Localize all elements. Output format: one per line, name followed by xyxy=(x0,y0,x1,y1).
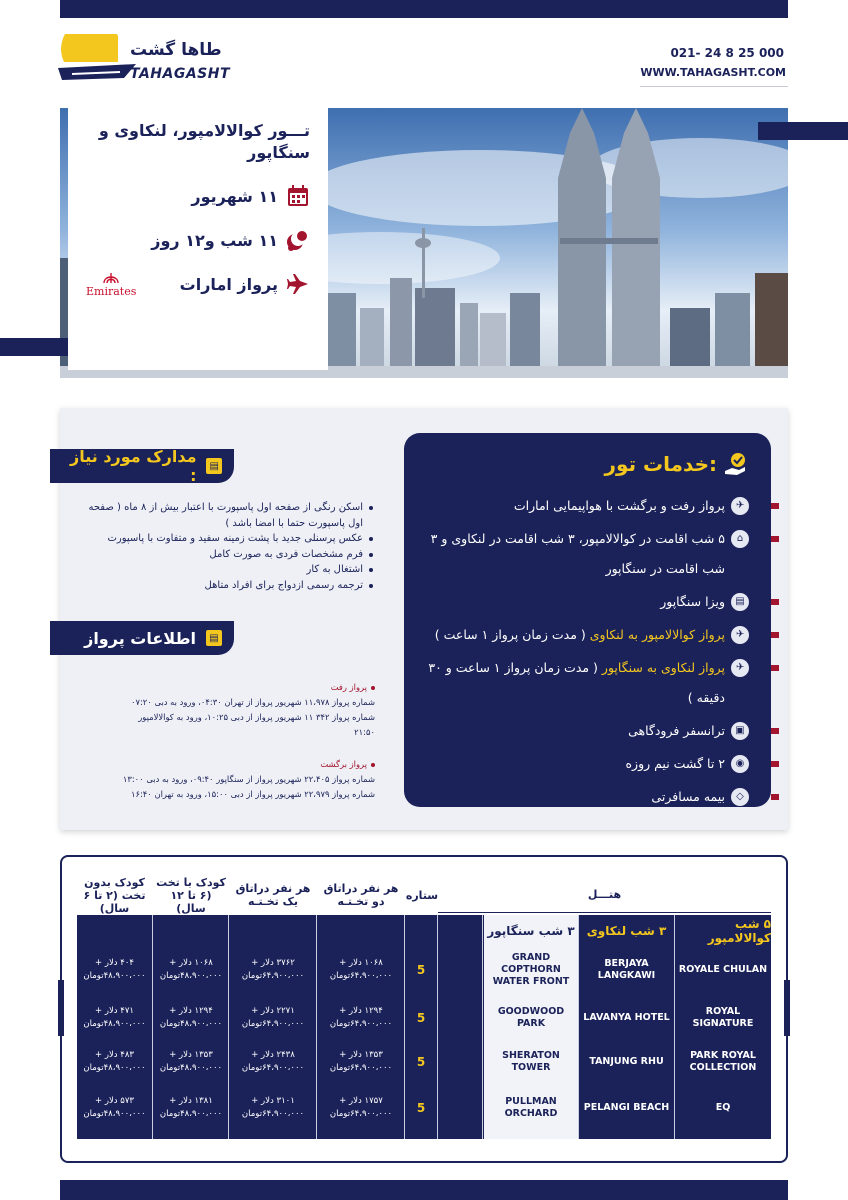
service-item xyxy=(422,491,749,521)
shield-icon: ◇ xyxy=(731,788,749,806)
price-table-body xyxy=(77,915,771,1139)
flight-info-title-tag xyxy=(50,621,234,655)
cell-price-double xyxy=(318,1039,404,1085)
service-marker xyxy=(771,599,779,605)
service-marker xyxy=(771,761,779,767)
emirates-logo-text: Emirates xyxy=(86,284,137,298)
subheader-singapore: ۳ شب سنگاپور xyxy=(484,915,578,947)
price-usd: ۴۸۳ دلار + xyxy=(95,1050,134,1060)
airplane-icon: ✈ xyxy=(731,497,749,515)
cell-langkawi: PELANGI BEACH xyxy=(583,1102,670,1113)
document-icon: ▤ xyxy=(206,458,222,474)
header-child-bed: کودک با تخت (۶ تا ۱۲ سال) xyxy=(156,875,226,915)
subheader-kl: ۵ شب کوالالامپور xyxy=(707,917,771,945)
service-marker xyxy=(771,665,779,671)
header-single: هر نفر دراتاق یک تخـتـه xyxy=(235,882,311,908)
service-item xyxy=(422,620,749,650)
document-item: ترجمه رسمی ازدواج برای افراد متاهل xyxy=(80,578,375,594)
documents-title: مدارک مورد نیاز : xyxy=(69,447,197,485)
emirates-emblem-icon xyxy=(102,271,120,285)
tour-title: تـــور کوالالامپور، لنکاوی و سنگاپور xyxy=(98,121,310,162)
price-toman: ۴۸،۹۰۰،۰۰۰تومان xyxy=(83,1063,146,1073)
service-marker xyxy=(771,632,779,638)
document-item: اسکن رنگی از صفحه اول پاسپورت با اعتبار بیش از ۸ ماه ( صفحه اول پاسپورت حتما با امضا باشد ) xyxy=(80,500,375,531)
cell-price-double xyxy=(318,995,404,1041)
document-icon: ▤ xyxy=(206,630,222,646)
outbound-label: پرواز رفت xyxy=(120,680,375,695)
price-usd: ۲۲۷۱ دلار + xyxy=(251,1006,295,1016)
price-toman: ۴۸،۹۰۰،۰۰۰تومان xyxy=(83,971,146,981)
price-toman: ۴۸،۹۰۰،۰۰۰تومان xyxy=(83,1109,146,1119)
cell-star: 5 xyxy=(416,963,426,977)
cell-langkawi: TANJUNG RHU xyxy=(589,1056,664,1067)
cell-price-child-nobed xyxy=(77,995,152,1041)
documents-list xyxy=(80,500,375,593)
top-bar xyxy=(60,0,788,18)
cell-price-child-nobed xyxy=(77,1085,152,1131)
price-usd: ۱۰۶۸ دلار + xyxy=(169,958,213,968)
services-title: :خدمات تور xyxy=(604,452,717,476)
service-marker xyxy=(771,794,779,800)
price-toman: ۴۸،۹۰۰،۰۰۰تومان xyxy=(159,1109,223,1119)
cell-price-child-bed xyxy=(154,1085,228,1131)
cell-singapore: GOODWOOD PARK xyxy=(497,1006,565,1029)
cell-price-child-nobed xyxy=(77,1039,152,1085)
cell-kl: EQ xyxy=(715,1102,731,1113)
price-usd: ۱۲۹۴ دلار + xyxy=(339,1006,383,1016)
cell-price-single xyxy=(230,947,316,993)
service-text: پرواز کوالالامپور به لنکاوی ( مدت زمان پرواز ۱ ساعت ) xyxy=(434,627,725,642)
moon-sun-icon xyxy=(286,228,310,252)
cell-price-child-bed xyxy=(154,995,228,1041)
emirates-logo xyxy=(86,271,136,298)
service-text: ترانسفر فرودگاهی xyxy=(628,723,725,738)
cell-price-double xyxy=(318,947,404,993)
price-usd: ۱۰۶۸ دلار + xyxy=(339,958,383,968)
airplane-icon: ✈ xyxy=(731,659,749,677)
airplane-icon xyxy=(286,272,310,296)
camera-icon: ◉ xyxy=(731,755,749,773)
bus-icon: ▣ xyxy=(731,722,749,740)
bottom-bar xyxy=(60,1180,788,1200)
price-usd: ۳۱۰۱ دلار + xyxy=(251,1096,295,1106)
flight-info xyxy=(120,680,375,802)
cell-singapore: PULLMAN ORCHARD xyxy=(504,1096,558,1119)
cell-star: 5 xyxy=(416,1011,426,1025)
duration-row xyxy=(82,226,310,254)
price-usd: ۱۷۵۷ دلار + xyxy=(339,1096,383,1106)
website-link[interactable]: WWW.TAHAGASHT.COM xyxy=(640,66,786,79)
return-label: پرواز برگشت xyxy=(120,757,375,772)
price-usd: ۱۳۵۳ دلار + xyxy=(169,1050,213,1060)
service-text: پرواز لنکاوی به سنگاپور ( مدت زمان پرواز ۱ ساعت و ۳۰ دقیقه ) xyxy=(428,660,725,705)
cell-kl: ROYAL SIGNATURE xyxy=(692,1006,754,1029)
price-toman: ۶۴،۹۰۰،۰۰۰تومان xyxy=(329,1019,393,1029)
cell-star: 5 xyxy=(416,1055,426,1069)
tour-flight: پرواز امارات xyxy=(179,274,278,294)
documents-title-tag xyxy=(50,449,234,483)
price-usd: ۵۷۳ دلار + xyxy=(95,1096,134,1106)
price-toman: ۶۴،۹۰۰،۰۰۰تومان xyxy=(241,971,305,981)
price-toman: ۶۴،۹۰۰،۰۰۰تومان xyxy=(329,971,393,981)
price-toman: ۶۴،۹۰۰،۰۰۰تومان xyxy=(329,1063,393,1073)
phone-number[interactable]: 021- 24 8 25 000 xyxy=(670,46,784,60)
service-text: بیمه مسافرتی xyxy=(651,789,725,804)
service-item xyxy=(422,749,749,779)
document-item: عکس پرسنلی جدید با پشت زمینه سفید و متفاوت با پاسپورت xyxy=(80,531,375,547)
price-toman: ۴۸،۹۰۰،۰۰۰تومان xyxy=(83,1019,146,1029)
hand-check-icon xyxy=(723,451,749,477)
cell-singapore: SHERATON TOWER xyxy=(502,1050,560,1073)
price-usd: ۱۳۵۳ دلار + xyxy=(339,1050,383,1060)
visa-icon: ▤ xyxy=(731,593,749,611)
date-row xyxy=(82,182,310,210)
price-toman: ۶۴،۹۰۰،۰۰۰تومان xyxy=(241,1019,305,1029)
tour-duration: ۱۱ شب و۱۲ روز xyxy=(151,230,278,250)
tour-services-card xyxy=(404,433,771,807)
price-usd: ۱۳۸۱ دلار + xyxy=(169,1096,213,1106)
service-text: پرواز رفت و برگشت با هواپیمایی امارات xyxy=(513,498,725,513)
service-item xyxy=(422,524,749,584)
price-usd: ۴۷۱ دلار + xyxy=(95,1006,134,1016)
cell-price-single xyxy=(230,995,316,1041)
header-hotel: هتـــل xyxy=(438,877,771,913)
logo-text-fa: طاها گشت xyxy=(130,40,222,60)
return-line-2: شماره پرواز ۲۲،۹۷۹ شهریور پرواز از دبی ۱۵:۰۰، ورود به تهران ۱۶:۴۰ xyxy=(130,789,375,799)
document-item: فرم مشخصات فردی به صورت کامل xyxy=(80,547,375,563)
header-double: هر نفر دراتاق دو تخـتـه xyxy=(323,882,399,908)
outbound-line-2: شماره پرواز ۳۴۲ ۱۱ شهریور پرواز از دبی ۱۰:۲۵، ورود به کوالالامپور ۲۱:۵۰ xyxy=(138,712,375,737)
cell-singapore: GRAND COPTHORN WATER FRONT xyxy=(492,952,570,987)
logo-text-en: TAHAGASHT xyxy=(130,66,231,82)
document-item: اشتغال به کار xyxy=(80,562,375,578)
price-toman: ۶۴،۹۰۰،۰۰۰تومان xyxy=(241,1109,305,1119)
cell-price-double xyxy=(318,1085,404,1131)
price-usd: ۴۰۴ دلار + xyxy=(95,958,134,968)
airplane-icon: ✈ xyxy=(731,626,749,644)
service-item xyxy=(422,587,749,617)
tour-date: ۱۱ شهریور xyxy=(191,186,278,206)
services-heading xyxy=(422,451,749,477)
cell-langkawi: LAVANYA HOTEL xyxy=(583,1012,670,1023)
price-usd: ۱۲۹۴ دلار + xyxy=(169,1006,213,1016)
flight-info-title: اطلاعات پرواز xyxy=(84,628,196,648)
price-table xyxy=(77,877,771,1139)
outbound-line-1: شماره پرواز ۱۱،۹۷۸ شهریور پرواز از تهران ۰۴:۳۰، ورود به دبی ۰۷:۲۰ xyxy=(130,697,375,707)
decor-stub-right xyxy=(758,122,848,140)
decor-stub-left-table xyxy=(58,980,64,1036)
price-toman: ۶۴،۹۰۰،۰۰۰تومان xyxy=(241,1063,305,1073)
hotel-icon: ⌂ xyxy=(731,530,749,548)
calendar-icon xyxy=(286,184,310,208)
cell-kl: ROYALE CHULAN xyxy=(678,964,768,975)
service-text: ۵ شب اقامت در کوالالامپور، ۳ شب اقامت در لنکاوی و ۳ شب اقامت در سنگاپور xyxy=(430,531,725,576)
cell-price-child-bed xyxy=(154,947,228,993)
tour-summary-card xyxy=(68,100,328,370)
header-child-nobed: کودک بدون تخت (۲ تا ۶ سال) xyxy=(83,875,146,915)
service-item xyxy=(422,782,749,812)
service-text: ۲ تا گشت نیم روزه xyxy=(625,756,725,771)
cell-kl: PARK ROYAL COLLECTION xyxy=(689,1050,757,1073)
service-marker xyxy=(771,536,779,542)
service-text: ویزا سنگاپور xyxy=(660,594,725,609)
cell-price-single xyxy=(230,1085,316,1131)
cell-price-child-nobed xyxy=(77,947,152,993)
flight-row xyxy=(82,270,310,298)
cell-price-child-bed xyxy=(154,1039,228,1085)
price-toman: ۴۸،۹۰۰،۰۰۰تومان xyxy=(159,971,223,981)
price-usd: ۲۴۳۸ دلار + xyxy=(251,1050,295,1060)
subheader-langkawi: ۳ شب لنکاوی xyxy=(586,924,667,938)
price-usd: ۳۷۶۲ دلار + xyxy=(251,958,295,968)
cell-price-single xyxy=(230,1039,316,1085)
price-toman: ۴۸،۹۰۰،۰۰۰تومان xyxy=(159,1019,223,1029)
service-marker xyxy=(771,503,779,509)
service-item xyxy=(422,716,749,746)
website-underline xyxy=(640,86,788,87)
service-item xyxy=(422,653,749,713)
decor-stub-left xyxy=(0,338,68,356)
service-marker xyxy=(771,728,779,734)
cell-star: 5 xyxy=(416,1101,426,1115)
price-toman: ۶۴،۹۰۰،۰۰۰تومان xyxy=(329,1109,393,1119)
services-list xyxy=(422,491,749,812)
header-star: ستاره xyxy=(405,888,439,902)
decor-stub-right-table xyxy=(784,980,790,1036)
return-line-1: شماره پرواز ۲۲،۴۰۵ شهریور پرواز از سنگاپور ۰۹:۴۰، ورود به دبی ۱۳:۰۰ xyxy=(122,774,375,784)
price-toman: ۴۸،۹۰۰،۰۰۰تومان xyxy=(159,1063,223,1073)
cell-langkawi: BERJAYA LANGKAWI xyxy=(597,958,656,981)
